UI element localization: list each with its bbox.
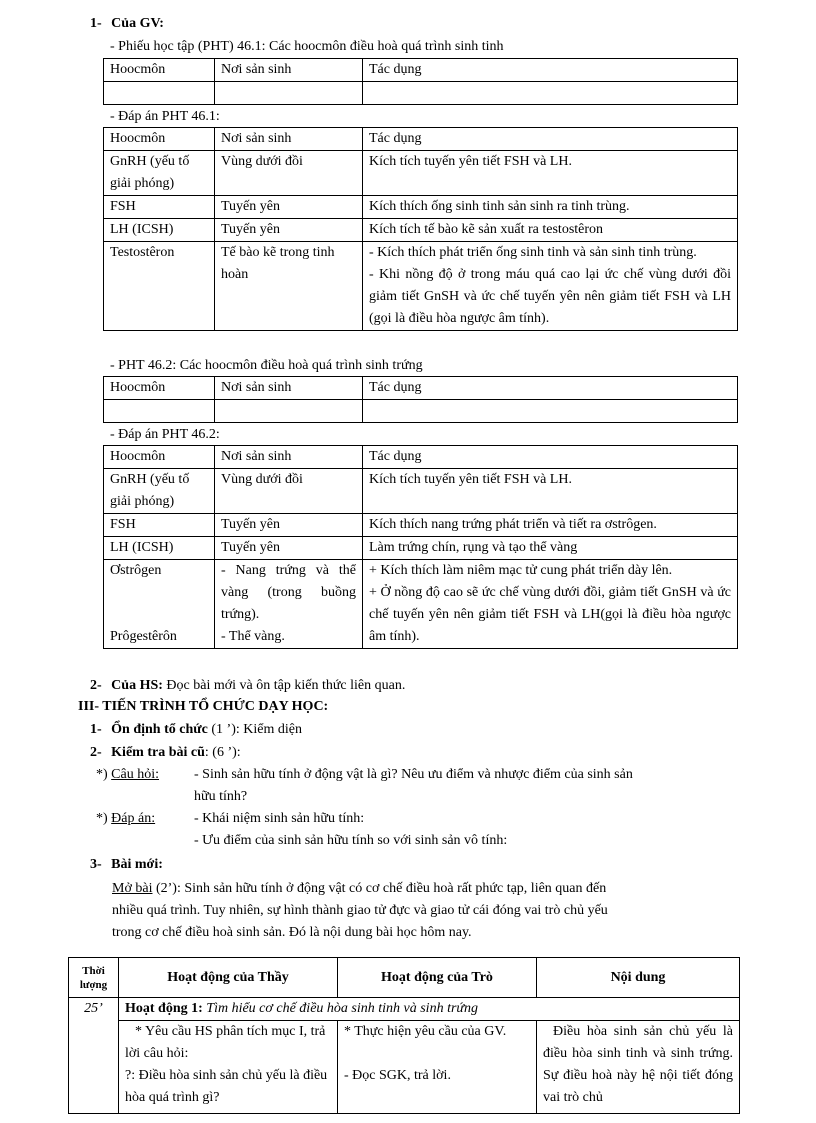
table-row	[69, 958, 740, 998]
hormone-name: Ơstrôgen	[110, 563, 162, 578]
table-cell: GnRH (yếu tố giải phóng)	[104, 469, 215, 514]
question-line-2: hữu tính?	[194, 789, 248, 804]
intro-text-1: (2’): Sinh sản hữu tính ở động vật có cơ chế điều hoà rất phức tạp, liên quan đến	[152, 881, 607, 896]
table-row	[104, 537, 738, 560]
table-cell: Kích thích ống sinh tinh sản sinh ra tinh trùng.	[363, 196, 738, 219]
section-2-number: 2-	[90, 678, 102, 693]
table-cell: Tuyến yên	[215, 514, 363, 537]
student-cell	[338, 1021, 537, 1114]
section-2-line	[90, 677, 405, 695]
table-cell: Tuyến yên	[215, 219, 363, 242]
table-row	[104, 560, 738, 649]
pht1-caption: - Phiếu học tập (PHT) 46.1: Các hoocmôn điều hoà quá trình sinh tinh	[110, 39, 504, 54]
question-line-1: - Sinh sản hữu tính ở động vật là gì? Nêu ưu điểm và nhược điểm của sinh sản	[194, 767, 633, 782]
table-row	[104, 514, 738, 537]
step-3-number: 3-	[90, 857, 102, 872]
table-row	[104, 400, 738, 423]
table-row	[104, 151, 738, 196]
section-2-text: Đọc bài mới và ôn tập kiến thức liên quan.	[166, 678, 406, 693]
table-cell: Kích thích nang trứng phát triển và tiết ra ơstrôgen.	[363, 514, 738, 537]
table-row	[104, 219, 738, 242]
step-1-line	[90, 721, 302, 739]
source-line: - Thể vàng.	[221, 629, 285, 644]
table-row	[104, 128, 738, 151]
table-cell: Testostêron	[104, 242, 215, 331]
table-header-cell: Tác dụng	[363, 377, 738, 400]
intro-text-2: nhiều quá trình. Tuy nhiên, sự hình thành giao tử đực và giao tử cái đóng vai trò chủ yếu	[112, 903, 608, 918]
table-header-cell: Hoocmôn	[104, 128, 215, 151]
step-2-number: 2-	[90, 745, 102, 760]
table-cell: Tuyến yên	[215, 537, 363, 560]
step-2-line	[90, 744, 241, 762]
table-header-cell: Hoocmôn	[104, 59, 215, 82]
table-cell: Kích tích tế bào kẽ sản xuất ra testostêron	[363, 219, 738, 242]
table-cell: Làm trứng chín, rụng và tạo thể vàng	[363, 537, 738, 560]
table-header-cell: Hoạt động của Thầy	[119, 958, 338, 998]
table-cell: Vùng dưới đồi	[215, 469, 363, 514]
table-cell	[104, 400, 215, 423]
table-row	[104, 469, 738, 514]
table-cell	[104, 560, 215, 649]
source-line: - Nang trứng và thể vàng (trong buồng trứng).	[221, 563, 356, 622]
table-cell	[363, 82, 738, 105]
content-cell: Điều hòa sinh sản chủ yếu là điều hòa sinh tinh và sinh trứng. Sự điều hoà này hệ nội tiết đóng vai trò chủ	[537, 1021, 740, 1114]
lesson-plan-table	[68, 957, 740, 1114]
question-label-group	[96, 766, 159, 784]
section-1-title: Của GV:	[111, 16, 164, 31]
table-cell: FSH	[104, 514, 215, 537]
activity-label: Hoạt động 1:	[125, 1001, 203, 1016]
table-header-cell: Nơi sản sinh	[215, 59, 363, 82]
step-1-title: Ổn định tổ chức	[111, 722, 208, 737]
table-row	[104, 242, 738, 331]
table-header-cell: Hoocmôn	[104, 377, 215, 400]
table-cell: GnRH (yếu tố giải phóng)	[104, 151, 215, 196]
table-cell: FSH	[104, 196, 215, 219]
table-header-cell: Nội dung	[537, 958, 740, 998]
table-cell	[104, 82, 215, 105]
effect-line: - Khi nồng độ ở trong máu quá cao lại ức chế vùng dưới đồi giảm tiết GnSH và ức chế tuyến yên nên giảm tiết FSH và LH (gọi là điều hòa ngược âm tính).	[369, 267, 731, 326]
table-header-cell: Tác dụng	[363, 59, 738, 82]
table-cell: LH (ICSH)	[104, 537, 215, 560]
activity-title-cell	[119, 998, 740, 1021]
answer-marker: *)	[96, 811, 108, 826]
table-cell: Vùng dưới đồi	[215, 151, 363, 196]
table-header-cell: Nơi sản sinh	[215, 128, 363, 151]
section-1-heading	[90, 15, 164, 33]
answer-label: Đáp án:	[111, 811, 156, 826]
table-row	[69, 1021, 740, 1114]
table-header-cell: Nơi sản sinh	[215, 377, 363, 400]
ans1-caption: - Đáp án PHT 46.1:	[110, 109, 220, 124]
effect-line: - Kích thích phát triển ống sinh tinh và sản sinh tinh trùng.	[369, 245, 697, 260]
table-cell: Kích tích tuyến yên tiết FSH và LH.	[363, 151, 738, 196]
step-3-title: Bài mới:	[111, 857, 163, 872]
intro-label: Mở bài	[112, 881, 153, 896]
table-header-cell: Thời lượng	[69, 958, 119, 998]
teacher-line: ?: Điều hòa sinh sản chủ yếu là điều hòa quá trình gì?	[125, 1068, 328, 1105]
teacher-cell	[119, 1021, 338, 1114]
intro-paragraph	[112, 878, 738, 944]
pht2-table	[103, 376, 738, 423]
table-cell	[215, 560, 363, 649]
ans2-caption: - Đáp án PHT 46.2:	[110, 427, 220, 442]
table-row	[104, 446, 738, 469]
table-header-cell: Hoocmôn	[104, 446, 215, 469]
activity-title: Tìm hiểu cơ chế điều hòa sinh tinh và sinh trứng	[206, 1001, 479, 1016]
step-1-text: Kiểm diện	[243, 722, 302, 737]
table-row	[69, 998, 740, 1021]
table-header-cell: Tác dụng	[363, 128, 738, 151]
step-1-number: 1-	[90, 722, 102, 737]
effect-line: + Kích thích làm niêm mạc tử cung phát triển dày lên.	[369, 563, 673, 578]
intro-text-3: trong cơ chế điều hoà sinh sản. Đó là nội dung bài học hôm nay.	[112, 925, 472, 940]
step-1-time: (1 ’):	[211, 722, 240, 737]
section-1-number: 1-	[90, 16, 102, 31]
table-row	[104, 196, 738, 219]
part-3-title: III- TIẾN TRÌNH TỔ CHỨC DẠY HỌC:	[78, 699, 329, 714]
table-header-cell: Tác dụng	[363, 446, 738, 469]
answer-line-2: - Ưu điểm của sinh sản hữu tính so với sinh sản vô tính:	[194, 833, 508, 848]
hormone-name: Prôgestêrôn	[110, 629, 177, 644]
table-row	[104, 82, 738, 105]
table-cell	[363, 560, 738, 649]
pht1-table	[103, 58, 738, 105]
effect-line: + Ở nồng độ cao sẽ ức chế vùng dưới đồi, giảm tiết GnSH và ức chế tuyến yên nên giảm tiết FSH và LH(gọi là điều hòa ngược âm tính).	[369, 585, 731, 644]
table-cell	[215, 400, 363, 423]
question-label: Câu hỏi:	[111, 767, 160, 782]
table-cell: LH (ICSH)	[104, 219, 215, 242]
answer-line-1: - Khái niệm sinh sản hữu tính:	[194, 811, 365, 826]
table-cell	[215, 82, 363, 105]
step-3-line	[90, 856, 163, 874]
teacher-line: * Yêu cầu HS phân tích mục I, trả lời câu hỏi:	[125, 1024, 326, 1061]
table-row	[104, 377, 738, 400]
pht2-caption: - PHT 46.2: Các hoocmôn điều hoà quá trình sinh trứng	[110, 358, 423, 373]
table-cell: Kích tích tuyến yên tiết FSH và LH.	[363, 469, 738, 514]
step-2-time: : (6 ’):	[204, 745, 241, 760]
duration-cell: 25’	[69, 998, 119, 1114]
answer-label-group	[96, 810, 155, 828]
table-cell: Tuyến yên	[215, 196, 363, 219]
student-line: - Đọc SGK, trả lời.	[344, 1068, 451, 1083]
ans1-table	[103, 127, 738, 331]
student-line: * Thực hiện yêu cầu của GV.	[344, 1024, 507, 1039]
ans2-table	[103, 445, 738, 649]
table-cell	[363, 242, 738, 331]
table-cell: Tế bào kẽ trong tinh hoàn	[215, 242, 363, 331]
section-2-title: Của HS:	[111, 678, 163, 693]
table-cell	[363, 400, 738, 423]
table-row	[104, 59, 738, 82]
step-2-title: Kiểm tra bài cũ	[111, 745, 205, 760]
table-header-cell: Nơi sản sinh	[215, 446, 363, 469]
table-header-cell: Hoạt động của Trò	[338, 958, 537, 998]
question-marker: *)	[96, 767, 108, 782]
